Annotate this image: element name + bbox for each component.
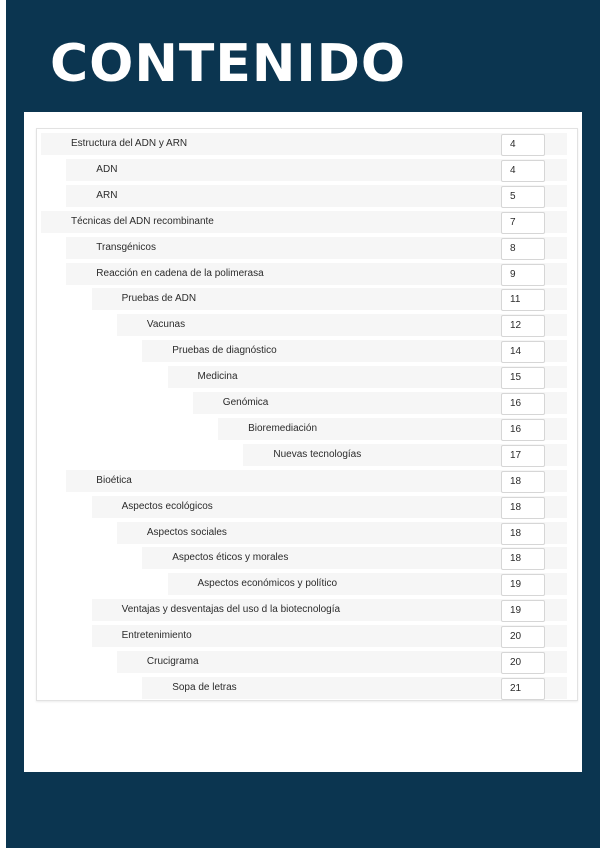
toc-entry-label: Aspectos éticos y morales xyxy=(172,552,289,564)
toc-entry xyxy=(37,649,573,675)
toc-entry-label: Estructura del ADN y ARN xyxy=(71,138,188,149)
toc-page-number: 18 xyxy=(501,523,545,545)
toc-entry xyxy=(37,261,573,287)
toc-page-number: 9 xyxy=(501,264,545,286)
toc-entry xyxy=(37,571,573,597)
toc-entry xyxy=(37,623,573,649)
toc-entry-title xyxy=(117,522,567,544)
toc-entry-title xyxy=(92,625,567,647)
toc-entry-title xyxy=(66,470,567,492)
toc-entry-label: ARN xyxy=(96,189,118,201)
toc-page-number: 17 xyxy=(501,445,545,467)
toc-page-number: 7 xyxy=(501,212,545,234)
toc-page-number: 18 xyxy=(501,471,545,493)
toc-page-number: 5 xyxy=(501,186,545,208)
toc-page-number: 8 xyxy=(501,238,545,260)
toc-entry xyxy=(37,312,573,338)
toc-page-number: 11 xyxy=(501,289,545,311)
toc-entry xyxy=(37,209,573,235)
toc-entry-title xyxy=(41,211,567,233)
toc-entry-label: Bioética xyxy=(96,474,132,486)
toc-entry xyxy=(37,520,573,546)
toc-entry-label: Reacción en cadena de la polimerasa xyxy=(96,267,264,279)
toc-entry-label: Nuevas tecnologías xyxy=(273,448,362,460)
toc-entry-title xyxy=(66,159,567,181)
toc-entry-label: Entretenimiento xyxy=(121,630,192,642)
toc-entry-label: Aspectos ecológicos xyxy=(121,500,213,512)
toc-entry-title xyxy=(92,288,567,310)
toc-entry-label: Ventajas y desventajas del uso d la biotecnología xyxy=(121,604,341,616)
toc-page-number: 20 xyxy=(501,626,545,648)
toc-entry-title xyxy=(92,599,567,621)
toc-entry xyxy=(37,390,573,416)
toc-entry-title xyxy=(117,651,567,673)
toc-entry-label: Bioremediación xyxy=(248,422,318,434)
toc-entry-title xyxy=(92,496,567,518)
toc-entry-label: Medicina xyxy=(197,371,238,383)
toc-entry-title xyxy=(66,185,567,207)
toc-entry-label: Vacunas xyxy=(146,319,186,331)
toc-page-number: 16 xyxy=(501,393,545,415)
toc-page-number: 21 xyxy=(501,678,545,700)
toc-page-number: 19 xyxy=(501,574,545,596)
toc-entry-label: Pruebas de diagnóstico xyxy=(172,345,277,357)
toc-entry-label: Técnicas del ADN recombinante xyxy=(71,215,214,227)
toc-entry-title xyxy=(41,133,567,155)
toc-entry-label: ADN xyxy=(96,163,118,175)
toc-entry xyxy=(37,183,573,209)
toc-entry-label: Sopa de letras xyxy=(172,681,237,693)
toc-entry xyxy=(37,416,573,442)
toc-entry xyxy=(37,157,573,183)
toc-entry xyxy=(37,545,573,571)
toc-entry-label: Pruebas de ADN xyxy=(121,293,197,305)
toc-entry xyxy=(37,131,573,157)
toc-page-number: 16 xyxy=(501,419,545,441)
toc-entry-title xyxy=(66,237,567,259)
toc-page-number: 18 xyxy=(501,548,545,570)
toc-entry xyxy=(37,235,573,261)
toc-entry xyxy=(37,442,573,468)
toc-entry-label: Aspectos económicos y político xyxy=(197,578,338,590)
toc-entry-title xyxy=(66,263,567,285)
toc-entry-label: Crucigrama xyxy=(146,656,199,667)
toc-page-number: 12 xyxy=(501,315,545,337)
toc-entry-label: Genómica xyxy=(222,397,269,408)
toc-entry xyxy=(37,364,573,390)
toc-page-number: 4 xyxy=(501,160,545,182)
toc-page-number: 20 xyxy=(501,652,545,674)
toc-entry-label: Aspectos sociales xyxy=(146,526,227,538)
toc-page-number: 4 xyxy=(501,134,545,156)
toc-entry xyxy=(37,494,573,520)
toc-page-number: 15 xyxy=(501,367,545,389)
toc-entry xyxy=(37,675,573,701)
table-of-contents xyxy=(36,128,578,701)
toc-entry xyxy=(37,338,573,364)
toc-entry xyxy=(37,468,573,494)
toc-page-number: 18 xyxy=(501,497,545,519)
toc-entry xyxy=(37,286,573,312)
toc-entry-title xyxy=(117,314,567,336)
toc-entry xyxy=(37,597,573,623)
page-title: CONTENIDO xyxy=(50,34,407,94)
toc-page-number: 19 xyxy=(501,600,545,622)
toc-entry-label: Transgénicos xyxy=(96,241,156,253)
toc-page-number: 14 xyxy=(501,341,545,363)
